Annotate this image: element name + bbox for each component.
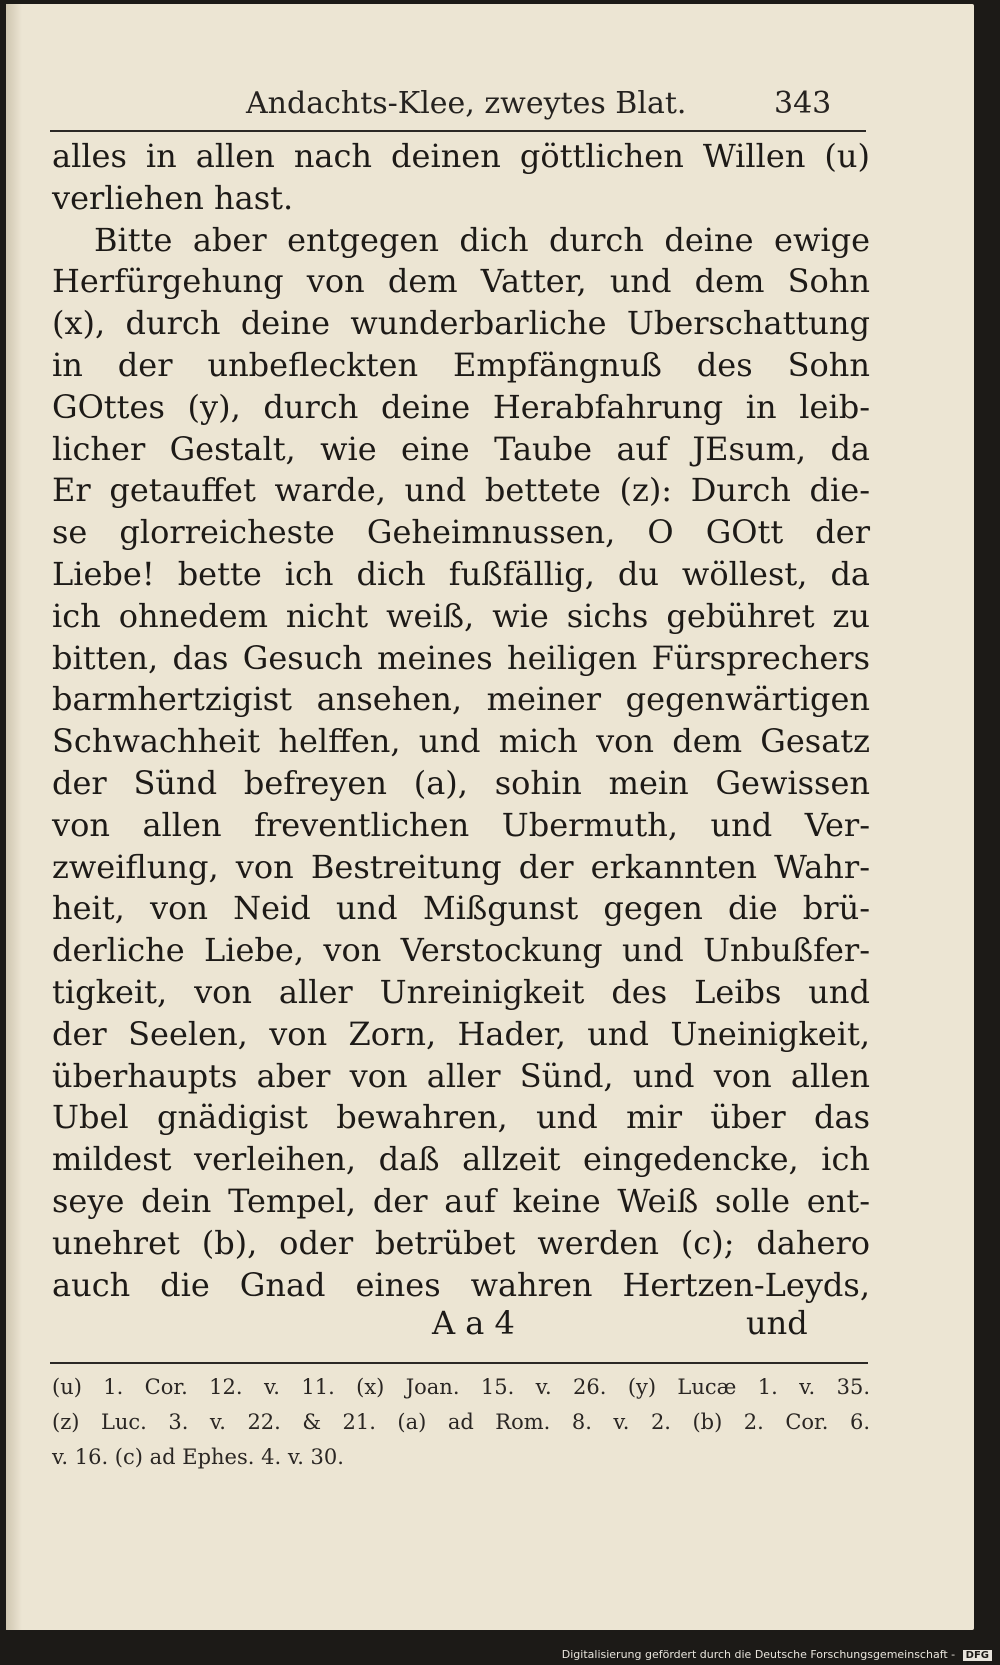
signature-mark: A a 4	[432, 1304, 515, 1342]
text-line: unehret (b), oder betrübet werden (c); dahero	[52, 1223, 870, 1262]
running-head	[230, 86, 830, 126]
text-line: Er getauffet warde, und bettete (z): Durch die-	[52, 471, 870, 510]
text-line: alles in allen nach deinen göttlichen Willen (u)	[52, 137, 870, 175]
text-line: bitten, das Gesuch meines heiligen Fürsprechers	[52, 638, 870, 677]
text-line: der Seelen, von Zorn, Hader, und Uneinigkeit,	[52, 1014, 870, 1053]
text-line: verliehen hast.	[52, 178, 294, 217]
header-rule	[50, 130, 866, 132]
text-line: derliche Liebe, von Verstockung und Unbußfer-	[52, 931, 870, 970]
dfg-logo: DFG	[963, 1650, 992, 1661]
footnote-line: (z) Luc. 3. v. 22. & 21. (a) ad Rom. 8. v. 2. (b) 2. Cor. 6.	[52, 1410, 870, 1434]
text-line: seye dein Tempel, der auf keine Weiß solle ent-	[52, 1181, 870, 1220]
text-line: heit, von Neid und Mißgunst gegen die brü-	[52, 889, 870, 928]
text-line: Herfürgehung von dem Vatter, und dem Sohn	[52, 262, 870, 301]
page-number: 343	[774, 86, 832, 121]
text-line: mildest verleihen, daß allzeit eingedencke, ich	[52, 1140, 870, 1179]
text-line: in der unbefleckten Empfängnuß des Sohn	[52, 345, 870, 384]
footnotes	[52, 1370, 870, 1475]
text-line: ich ohnedem nicht weiß, wie sichs gebühret zu	[52, 596, 870, 635]
catchword: und	[746, 1304, 808, 1342]
text-line: der Sünd befreyen (a), sohin mein Gewissen	[52, 763, 870, 802]
text-line: von allen freventlichen Ubermuth, und Ver-	[52, 805, 870, 844]
text-line: barmhertzigist ansehen, meiner gegenwärtigen	[52, 680, 870, 719]
text-line: Bitte aber entgegen dich durch deine ewige	[94, 220, 870, 259]
signature-row	[52, 1304, 870, 1348]
text-line: licher Gestalt, wie eine Taube auf JEsum, da	[52, 429, 870, 468]
text-line: überhaupts aber von aller Sünd, und von allen	[52, 1056, 870, 1095]
running-head-title: Andachts-Klee, zweytes Blat.	[246, 86, 687, 121]
digitization-credit	[562, 1648, 992, 1661]
text-line: tigkeit, von aller Unreinigkeit des Leibs und	[52, 972, 870, 1011]
text-line: auch die Gnad eines wahren Hertzen-Leyds,	[52, 1265, 870, 1304]
text-line: zweiflung, von Bestreitung der erkannten Wahr-	[52, 847, 870, 886]
credit-text: Digitalisierung gefördert durch die Deutsche Forschungsgemeinschaft -	[561, 1648, 956, 1661]
text-line: (x), durch deine wunderbarliche Uberschattung	[52, 304, 870, 343]
footnote-line: (u) 1. Cor. 12. v. 11. (x) Joan. 15. v. 26. (y) Lucæ 1. v. 35.	[52, 1375, 870, 1399]
text-line: se glorreicheste Geheimnussen, O GOtt der	[52, 513, 870, 552]
footnote-rule	[50, 1362, 868, 1364]
text-line: GOttes (y), durch deine Herabfahrung in leib-	[52, 387, 870, 426]
text-line: Liebe! bette ich dich fußfällig, du wöllest, da	[52, 554, 870, 593]
body-text	[52, 136, 870, 1306]
page-gutter-shadow	[6, 4, 22, 1630]
text-line: Ubel gnädigist bewahren, und mir über das	[52, 1098, 870, 1137]
text-line: Schwachheit helffen, und mich von dem Gesatz	[52, 722, 870, 761]
footnote-line: v. 16. (c) ad Ephes. 4. v. 30.	[52, 1445, 344, 1469]
